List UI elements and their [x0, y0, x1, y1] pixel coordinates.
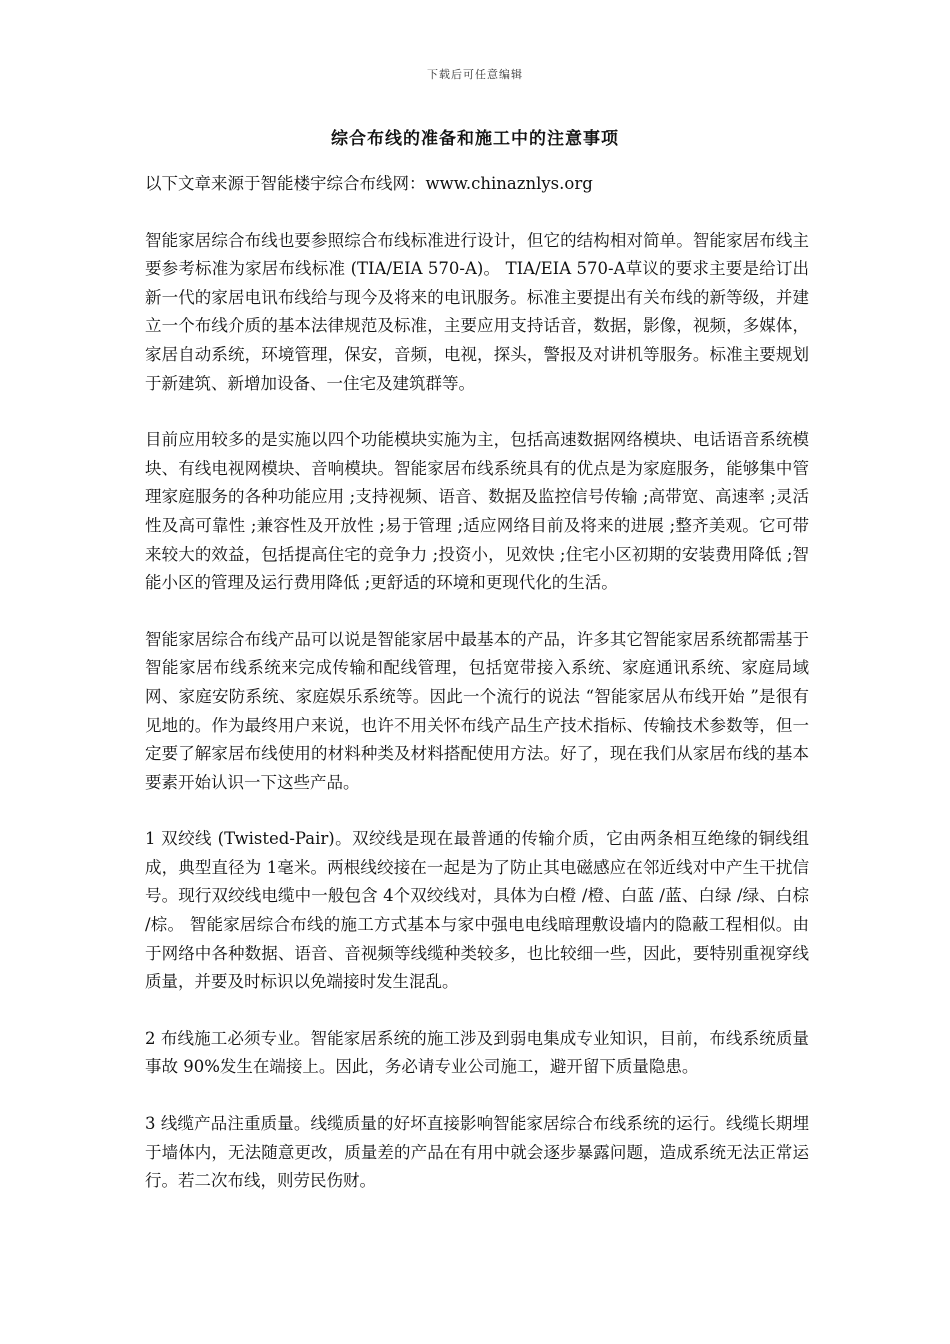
document-body — [145, 170, 809, 1224]
document-title: 综合布线的准备和施工中的注意事项 — [331, 129, 619, 149]
paragraph-modules: 目前应用较多的是实施以四个功能模块实施为主，包括高速数据网络模块、电话语音系统模块、有线电视网模块、音响模块。智能家居布线系统具有的优点是为家庭服务，能够集中管理家庭服务的各种功能应用 ;支持视频、语音、数据及监控信号传输 ;高带宽、高速率 ;灵活性及高可靠性 ;兼容性及开放性 ;易于管理 ;适应网络目前及将来的进展 ;整齐美观。它可带来较大的效益，包括提高住宅的竞争力 ;投资小，见效快 ;住宅小区初期的安装费用降低 ;智能小区的管理及运行费用降低 ;更舒适的环境和更现代化的生活。 — [145, 430, 809, 593]
paragraph-source: 以下文章来源于智能楼宇综合布线网：www.chinaznlys.org — [145, 174, 593, 193]
paragraph-twisted-pair: 1 双绞线 (Twisted-Pair)。双绞线是现在最普通的传输介质，它由两条相互绝缘的铜线组成，典型直径为 1毫米。两根线绞接在一起是为了防止其电磁感应在邻近线对中产生干扰信号。现行双绞线电缆中一般包含 4个双绞线对，具体为白橙 /橙、白蓝 /蓝、白绿 /绿、白棕 /棕。 智能家居综合布线的施工方式基本与家中强电电线暗理敷设墙内的隐蔽工程相似。由于网络中各种数据、语音、音视频等线缆种类较多，也比较细一些，因此，要特别重视穿线质量，并要及时标识以免端接时发生混乱。 — [145, 829, 809, 992]
paragraph-standard: 智能家居综合布线也要参照综合布线标准进行设计，但它的结构相对简单。智能家居布线主要参考标准为家居布线标准 (TIA/EIA 570-A)。 TIA/EIA 570-A草议的要求主要是给订出新一代的家居电讯布线给与现今及将来的电讯服务。标准主要提出有关布线的新等级，并建立一个布线介质的基本法律规范及标准，主要应用支持话音，数据，影像，视频，多媒体，家居自动系统，环境管理，保安，音频，电视，探头，警报及对讲机等服务。标准主要规划于新建筑、新增加设备、一住宅及建筑群等。 — [145, 230, 809, 393]
header-note: 下载后可任意编辑 — [427, 68, 523, 81]
paragraph-professional-install: 2 布线施工必须专业。智能家居系统的施工涉及到弱电集成专业知识，目前，布线系统质量事故 90%发生在端接上。因此，务必请专业公司施工，避开留下质量隐患。 — [145, 1028, 809, 1077]
paragraph-products: 智能家居综合布线产品可以说是智能家居中最基本的产品，许多其它智能家居系统都需基于智能家居布线系统来完成传输和配线管理，包括宽带接入系统、家庭通讯系统、家庭局域网、家庭安防系统、家庭娱乐系统等。因此一个流行的说法 “智能家居从布线开始 ”是很有见地的。作为最终用户来说，也许不用关怀布线产品生产技术指标、传输技术参数等，但一定要了解家居布线使用的材料种类及材料搭配使用方法。好了，现在我们从家居布线的基本要素开始认识一下这些产品。 — [145, 629, 809, 792]
paragraph-cable-quality: 3 线缆产品注重质量。线缆质量的好坏直接影响智能家居综合布线系统的运行。线缆长期埋于墙体内，无法随意更改，质量差的产品在有用中就会逐步暴露问题，造成系统无法正常运行。若二次布线，则劳民伤财。 — [145, 1114, 809, 1191]
